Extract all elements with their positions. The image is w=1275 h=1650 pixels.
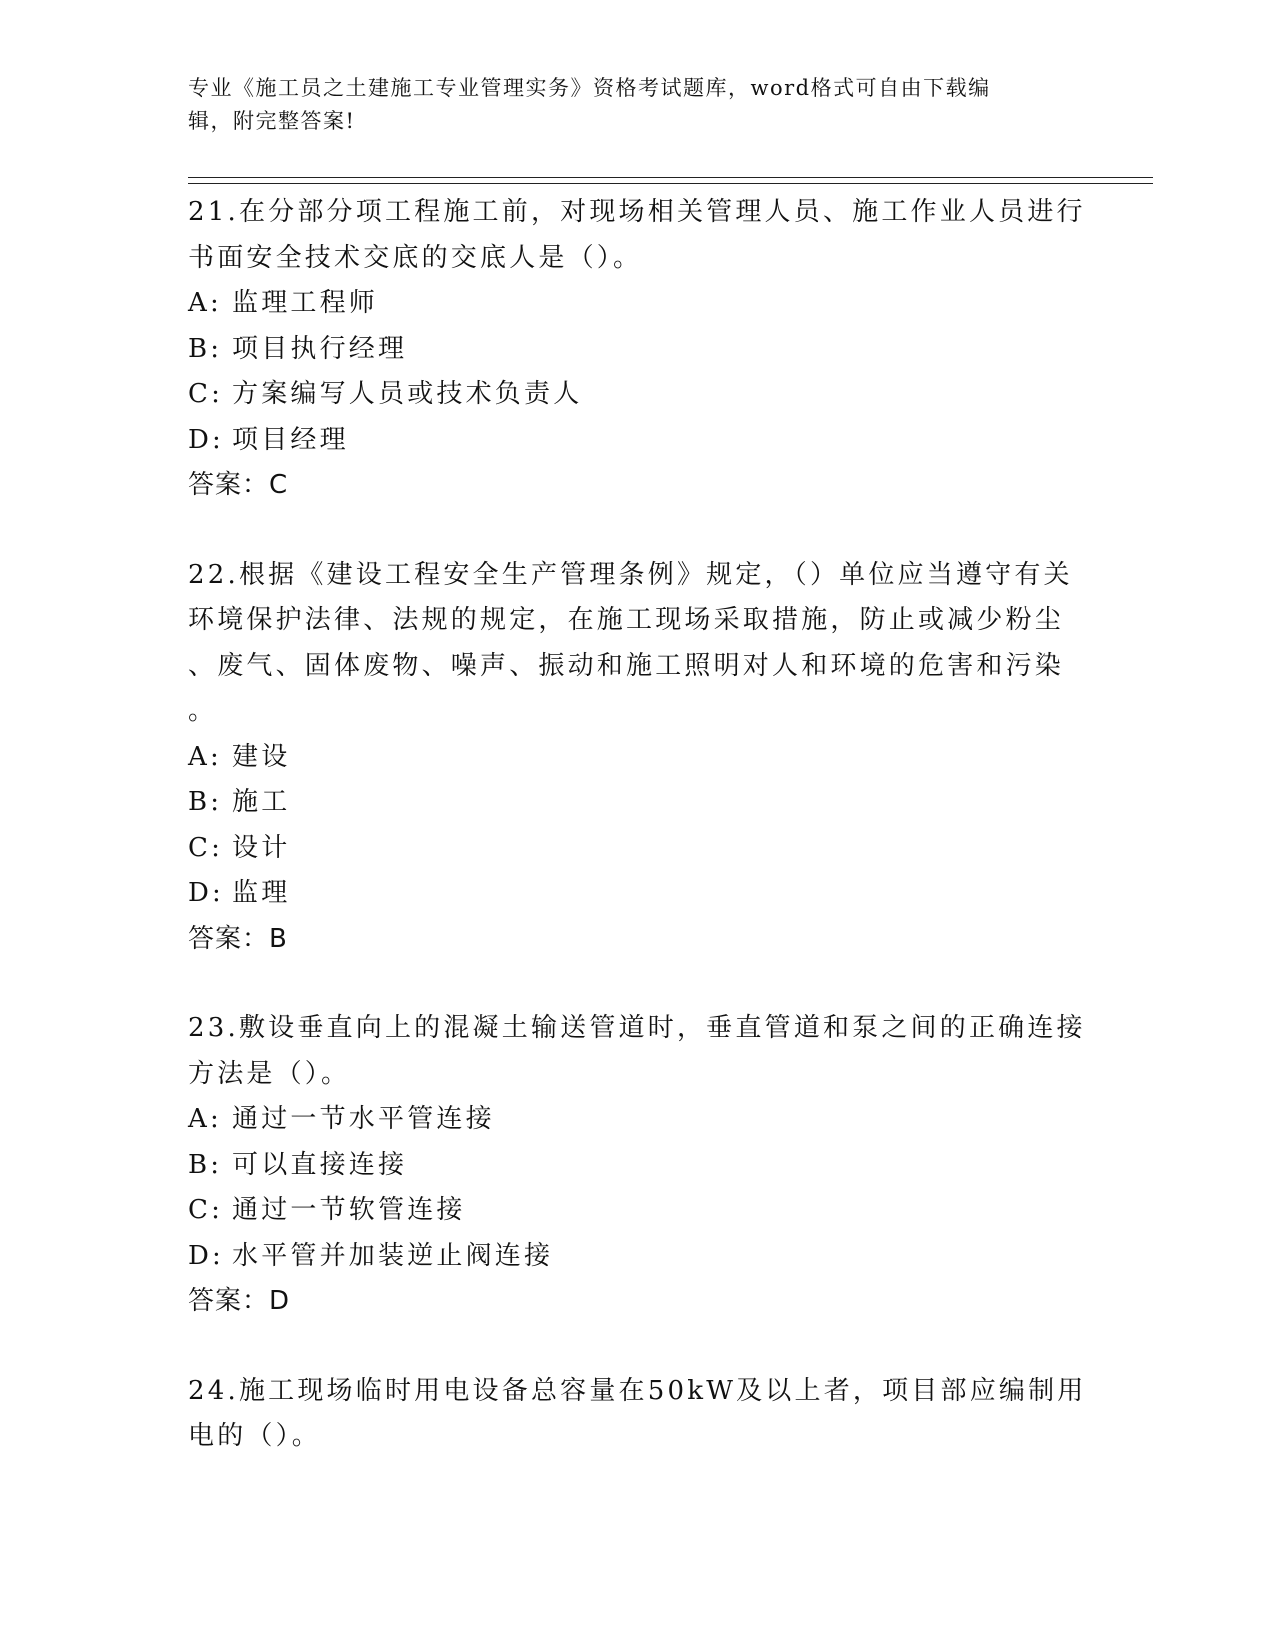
option-b (188, 780, 1088, 826)
header-divider (188, 177, 1153, 178)
option-b (188, 327, 1088, 373)
stem-line: 23.敷设垂直向上的混凝土输送管道时，垂直管道和泵之间的正确连接 (188, 1013, 1086, 1043)
option-text: 监理工程师 (232, 288, 379, 318)
header-line: 专业《施工员之土建施工专业管理实务》资格考试题库，word格式可自由下载编 (188, 76, 991, 100)
option-c (188, 826, 1088, 872)
question-22 (188, 553, 1088, 963)
question-23 (188, 1006, 1088, 1325)
option-text: 施工 (232, 787, 291, 817)
question-stem (188, 553, 1088, 735)
question-stem (188, 1369, 1088, 1460)
option-letter: B: (188, 787, 223, 817)
document-header (188, 72, 1078, 138)
stem-line: 书面安全技术交底的交底人是（）。 (188, 242, 643, 273)
option-a (188, 1097, 1088, 1143)
question-stem (188, 1006, 1088, 1097)
stem-line: 、废气、固体废物、噪声、振动和施工照明对人和环境的危害和污染 (188, 650, 1065, 681)
option-text: 项目经理 (232, 424, 349, 455)
stem-line: 电的（）。 (188, 1421, 322, 1451)
answer-line: 答案：B (188, 923, 288, 954)
stem-line: 21.在分部分项工程施工前，对现场相关管理人员、施工作业人员进行 (188, 197, 1086, 227)
option-c (188, 372, 1088, 418)
stem-line: 24.施工现场临时用电设备总容量在50kW及以上者，项目部应编制用 (188, 1375, 1087, 1406)
stem-line: 方法是（）。 (188, 1058, 351, 1089)
stem-line: 22.根据《建设工程安全生产管理条例》规定，（）单位应当遵守有关 (188, 559, 1073, 590)
option-text: 水平管并加装逆止阀连接 (232, 1240, 554, 1271)
option-d (188, 418, 1088, 464)
question-stem (188, 190, 1088, 281)
option-letter: C: (188, 379, 224, 409)
option-b (188, 1143, 1088, 1189)
question-21 (188, 190, 1088, 509)
option-letter: A: (188, 288, 222, 318)
option-letter: A: (188, 741, 222, 772)
option-a (188, 735, 1088, 781)
header-divider (188, 183, 1153, 184)
option-letter: A: (188, 1104, 222, 1134)
option-d (188, 1234, 1088, 1280)
option-letter: D: (188, 424, 225, 455)
option-text: 设计 (232, 832, 291, 863)
option-d (188, 871, 1088, 917)
option-letter: C: (188, 832, 224, 863)
option-c (188, 1188, 1088, 1234)
option-letter: D: (188, 878, 225, 908)
option-text: 可以直接连接 (232, 1149, 408, 1180)
option-letter: D: (188, 1240, 225, 1271)
answer-line: 答案：D (188, 1286, 291, 1316)
question-24 (188, 1369, 1088, 1460)
answer-line: 答案：C (188, 470, 289, 500)
option-text: 通过一节水平管连接 (232, 1104, 495, 1134)
option-text: 方案编写人员或技术负责人 (232, 379, 583, 409)
stem-line: 环境保护法律、法规的规定，在施工现场采取措施，防止或减少粉尘 (188, 605, 1065, 635)
option-letter: B: (188, 1149, 223, 1180)
option-text: 监理 (232, 878, 291, 908)
question-list (188, 190, 1088, 1504)
option-a (188, 281, 1088, 327)
option-text: 建设 (232, 741, 291, 772)
option-letter: B: (188, 333, 223, 364)
header-line: 辑，附完整答案! (188, 109, 356, 133)
option-text: 项目执行经理 (232, 333, 408, 364)
option-text: 通过一节软管连接 (232, 1195, 466, 1225)
stem-line: 。 (188, 696, 218, 726)
option-letter: C: (188, 1195, 224, 1225)
